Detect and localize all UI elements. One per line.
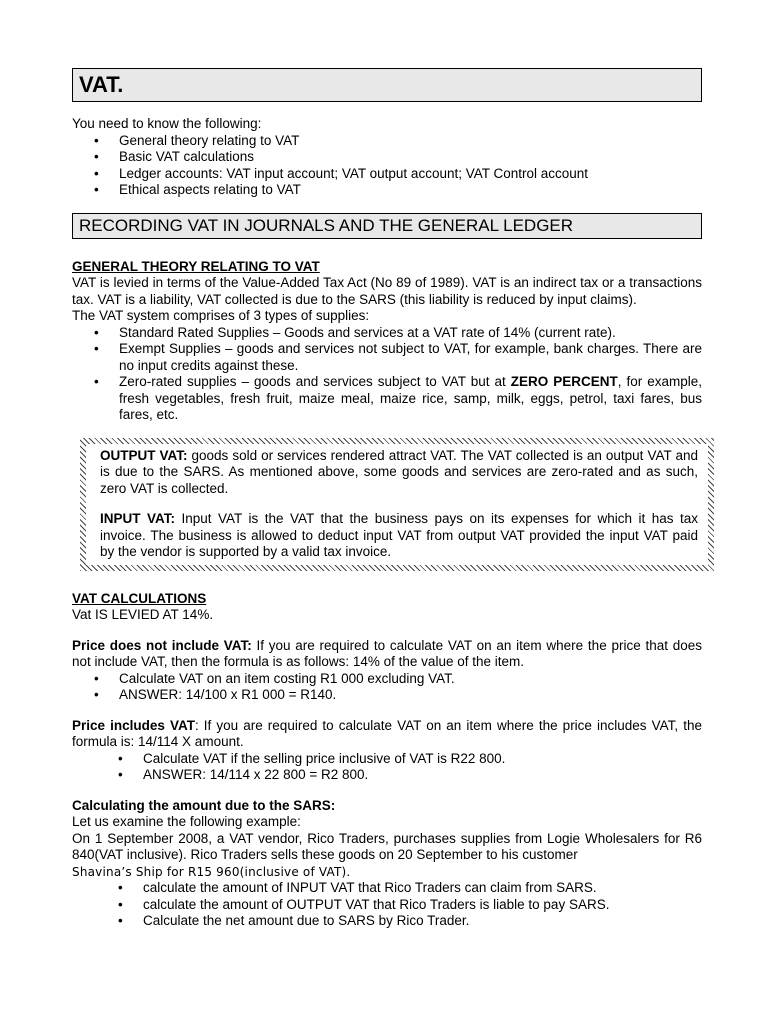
list-item: • ANSWER: 14/114 x 22 800 = R2 800. (72, 767, 702, 784)
levied-text: Vat IS LEVIED AT 14%. (72, 607, 214, 622)
list-item: • Calculate the net amount due to SARS by Rico Trader. (72, 913, 702, 930)
item-text: Zero-rated supplies – goods and services subject to VAT but at (119, 374, 511, 389)
input-vat-label: INPUT VAT: (100, 511, 175, 526)
list-item: • Calculate VAT on an item costing R1 000 excluding VAT. (72, 671, 702, 688)
sars-paragraph-tail: Shavina’s Ship for R15 960(inclusive of VAT). (72, 864, 351, 879)
sars-intro: Let us examine the following example: (72, 814, 301, 829)
list-item: • General theory relating to VAT (72, 133, 702, 150)
incl-paragraph (72, 718, 702, 751)
output-vat-text: goods sold or services rendered attract VAT. The VAT collected is an output VAT and is due to the SARS. As mentioned above, some goods and services are zero-rated and as such, zero VAT is collected. (100, 447, 698, 496)
output-vat-label: OUTPUT VAT: (100, 447, 188, 463)
list-item: • calculate the amount of OUTPUT VAT that Rico Traders is liable to pay SARS. (72, 897, 702, 914)
section-heading: RECORDING VAT IN JOURNALS AND THE GENERAL LEDGER (72, 213, 702, 239)
input-vat-definition (100, 511, 698, 561)
item-text: , for example, fresh vegetables, fresh fruit, maize meal, maize rice, samp, milk, eggs, petrol, taxi fares, bus fares, etc. (119, 374, 702, 422)
excl-list (72, 671, 702, 704)
sars-heading: Calculating the amount due to the SARS: (72, 797, 336, 813)
list-item: • Ledger accounts: VAT input account; VAT output account; VAT Control account (72, 166, 702, 183)
zero-percent-label: ZERO PERCENT (510, 374, 618, 389)
incl-list (72, 751, 702, 784)
list-item: • Exempt Supplies – goods and services not subject to VAT, for example, bank charges. There are no input credits against these. (72, 341, 702, 374)
supplies-intro: The VAT system comprises of 3 types of supplies: (72, 308, 370, 323)
sars-paragraph: On 1 September 2008, a VAT vendor, Rico Traders, purchases supplies from Logie Wholesalers for R6 840(VAT inclusive). Rico Traders sells these goods on 20 September to his customer (72, 830, 702, 862)
input-vat-text: Input VAT is the VAT that the business pays on its expenses for which it has tax invoice. The business is allowed to deduct input VAT from output VAT provided the input VAT paid by the vendor is supported by a valid tax invoice. (100, 511, 698, 559)
list-item: • Standard Rated Supplies – Goods and services at a VAT rate of 14% (current rate). (72, 325, 702, 342)
excl-label: Price does not include VAT: (72, 637, 252, 653)
excl-text: If you are required to calculate VAT on an item where the price that does not include VAT, then the formula is as follows: 14% of the value of the item. (72, 637, 702, 669)
list-item (72, 374, 702, 424)
incl-label: Price includes VAT (72, 717, 195, 733)
output-vat-definition (100, 448, 698, 498)
excl-paragraph (72, 638, 702, 671)
list-item: • calculate the amount of INPUT VAT that Rico Traders can claim from SARS. (72, 880, 702, 897)
list-item: • Basic VAT calculations (72, 149, 702, 166)
list-item: • ANSWER: 14/100 x R1 000 = R140. (72, 687, 702, 704)
theory-paragraph: VAT is levied in terms of the Value-Added Tax Act (No 89 of 1989). VAT is an indirect tax or a transactions tax. VAT is a liability, VAT collected is due to the SARS (this liability is reduced by input claims). (72, 275, 702, 307)
vat-definitions-box (80, 438, 714, 571)
document-page (72, 68, 702, 930)
intro-text: You need to know the following: (72, 116, 262, 131)
page-title: VAT. (72, 68, 702, 102)
calc-heading: VAT CALCULATIONS (72, 590, 207, 606)
supplies-list (72, 325, 702, 424)
list-item: • Calculate VAT if the selling price inclusive of VAT is R22 800. (72, 751, 702, 768)
incl-text: : If you are required to calculate VAT on an item where the price includes VAT, the formula is: 14/114 X amount. (72, 717, 702, 749)
theory-heading: GENERAL THEORY RELATING TO VAT (72, 258, 320, 274)
list-item: • Ethical aspects relating to VAT (72, 182, 702, 199)
sars-list (72, 880, 702, 930)
intro-list (72, 133, 702, 199)
